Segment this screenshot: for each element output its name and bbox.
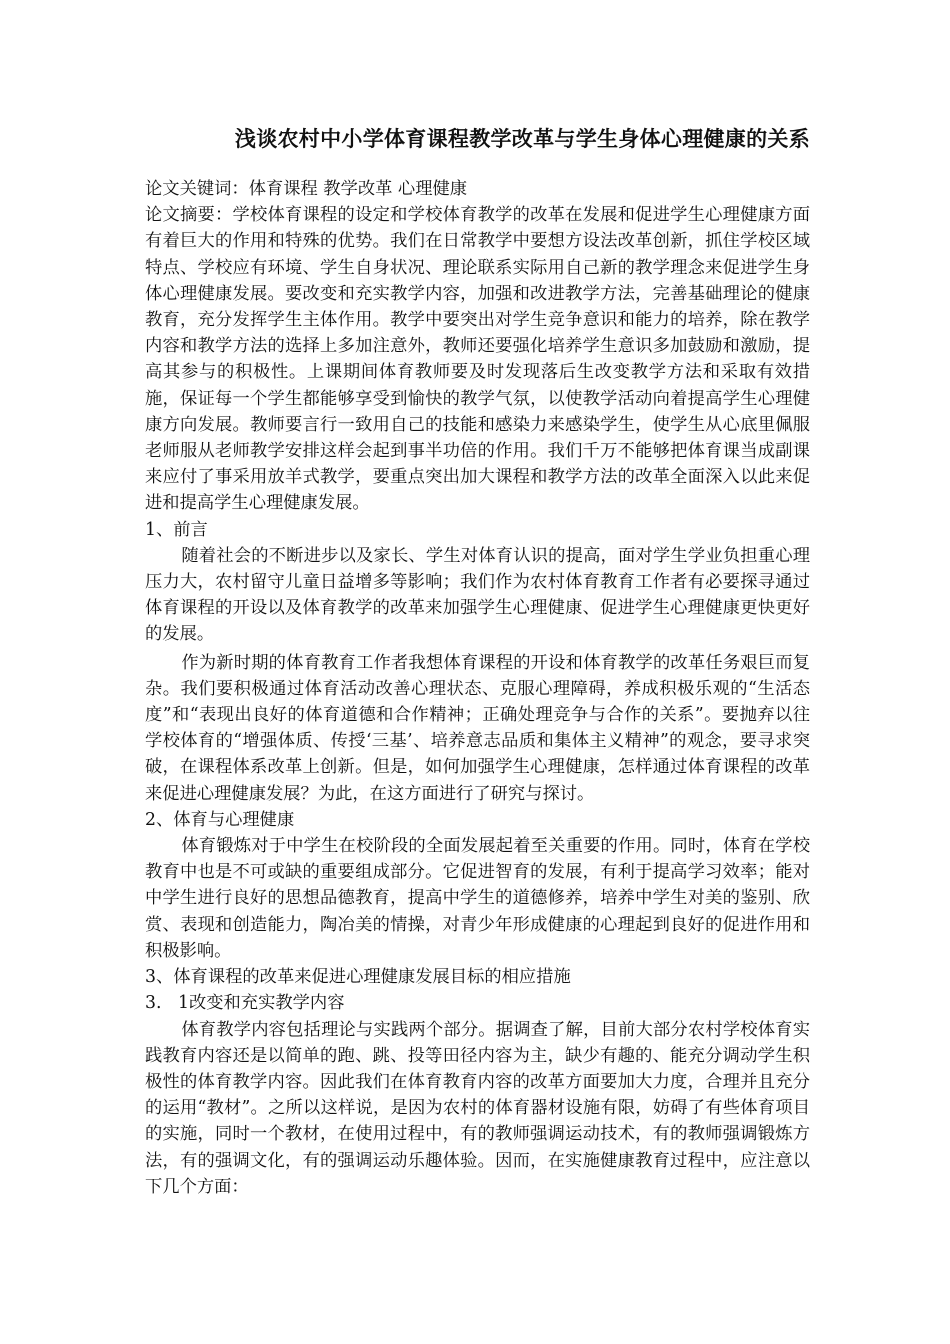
section-3-heading: 3、体育课程的改革来促进心理健康发展目标的相应措施 — [145, 967, 571, 988]
section-1-paragraph-1: 随着社会的不断进步以及家长、学生对体育认识的提高，面对学生学业负担重心理压力大，农村留守儿童日益增多等影响；我们作为农村体育教育工作者有必要探寻通过体育课程的开设以及体育教学的改革来加强学生心理健康、促进学生心理健康更快更好的发展。 — [145, 545, 810, 645]
document-title: 浅谈农村中小学体育课程教学改革与学生身体心理健康的关系 — [234, 126, 810, 151]
keywords-line: 论文关键词：体育课程 教学改革 心理健康 — [145, 179, 468, 199]
section-2-paragraph-1: 体育锻炼对于中学生在校阶段的全面发展起着至关重要的作用。同时，体育在学校教育中也是不可或缺的重要组成部分。它促进智育的发展，有利于提高学习效率；能对中学生进行良好的思想品德教育，提高中学生的道德修养，培养中学生对美的鉴别、欣赏、表现和创造能力，陶冶美的情操，对青少年形成健康的心理起到良好的促进作用和积极影响。 — [145, 836, 810, 961]
document-body — [145, 176, 810, 1200]
abstract-paragraph: 论文摘要：学校体育课程的设定和学校体育教学的改革在发展和促进学生心理健康方面有着巨大的作用和特殊的优势。我们在日常教学中要想方设法改革创新，抓住学校区域特点、学校应有环境、学生自身状况、理论联系实际用自己新的教学理念来促进学生身体心理健康发展。要改变和充实教学内容，加强和改进教学方法，完善基础理论的健康教育，充分发挥学生主体作用。教学中要突出对学生竞争意识和能力的培养，除在教学内容和教学方法的选择上多加注意外，教师还要强化培养学生意识多加鼓励和激励，提高其参与的积极性。上课期间体育教师要及时发现落后生改变教学方法和采取有效措施，保证每一个学生都能够享受到愉快的教学气氛，以使教学活动向着提高学生心理健康方向发展。教师要言行一致用自己的技能和感染力来感染学生，使学生从心底里佩服老师服从老师教学安排这样会起到事半功倍的作用。我们千万不能够把体育课当成副课来应付了事采用放羊式教学，要重点突出加大课程和教学方法的改革全面深入以此来促进和提高学生心理健康发展。 — [145, 205, 810, 514]
section-3-paragraph-1: 体育教学内容包括理论与实践两个部分。据调查了解，目前大部分农村学校体育实践教育内容还是以简单的跑、跳、投等田径内容为主，缺少有趣的、能充分调动学生积极性的体育教学内容。因此我们在体育教育内容的改革方面要加大力度，合理并且充分的运用“教材”。之所以这样说，是因为农村的体育器材设施有限，妨碍了有些体育项目的实施，同时一个教材，在使用过程中，有的教师强调运动技术，有的教师强调锻炼方法，有的强调文化，有的强调运动乐趣体验。因而，在实施健康教育过程中，应注意以下几个方面： — [145, 1019, 810, 1197]
section-2-heading: 2、体育与心理健康 — [145, 809, 295, 830]
section-1-heading: 1、前言 — [145, 519, 208, 540]
section-3-1-subheading: 3. 1改变和充实教学内容 — [145, 993, 345, 1014]
section-1-paragraph-2: 作为新时期的体育教育工作者我想体育课程的开设和体育教学的改革任务艰巨而复杂。我们要积极通过体育活动改善心理状态、克服心理障碍，养成积极乐观的“生活态度”和“表现出良好的体育道德和合作精神；正确处理竞争与合作的关系”。要抛弃以往学校体育的“增强体质、传授‘三基’、培养意志品质和集体主义精神”的观念，要寻求突破，在课程体系改革上创新。但是，如何加强学生心理健康，怎样通过体育课程的改革来促进心理健康发展？为此，在这方面进行了研究与探讨。 — [145, 652, 810, 804]
